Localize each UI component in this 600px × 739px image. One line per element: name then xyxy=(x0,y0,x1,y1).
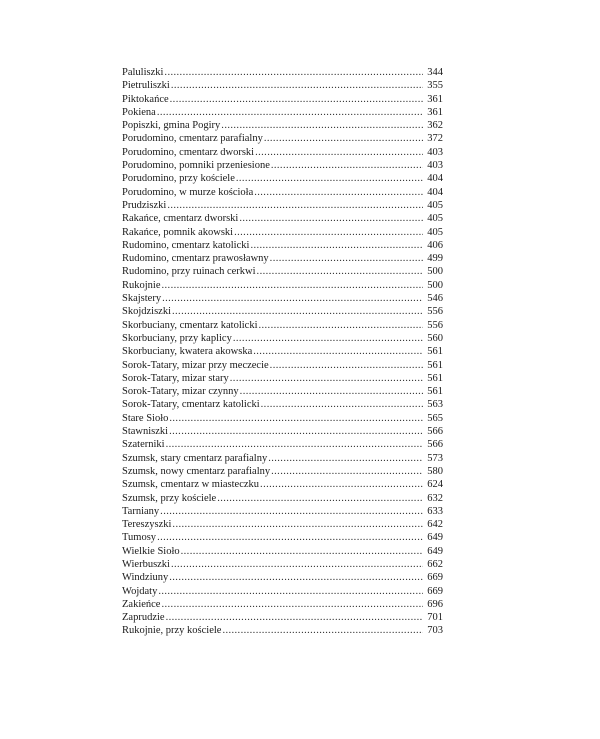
toc-entry-page-number: 696 xyxy=(427,598,443,610)
dot-leader xyxy=(233,332,423,345)
toc-entry xyxy=(122,398,443,411)
toc-entry-page-number: 361 xyxy=(427,106,443,118)
toc-entry-name: Paluliszki xyxy=(122,67,164,78)
toc-entry xyxy=(122,505,443,518)
toc-entry-page-number: 355 xyxy=(427,80,443,92)
toc-entry-page-number: 703 xyxy=(427,625,443,637)
dot-leader xyxy=(162,279,424,292)
toc-entry-page-number: 566 xyxy=(427,426,443,438)
dot-leader xyxy=(221,119,423,132)
toc-entry xyxy=(122,531,443,544)
toc-entry-name: Wierbuszki xyxy=(122,558,170,570)
toc-entry-page-number: 500 xyxy=(427,266,443,278)
toc-entry xyxy=(122,558,443,571)
dot-leader xyxy=(240,385,423,398)
toc-entry-page-number: 372 xyxy=(427,133,443,145)
toc-entry-page-number: 404 xyxy=(427,186,443,198)
toc-entry-name: Porudomino, cmentarz parafialny xyxy=(122,133,263,145)
toc-entry-page-number: 561 xyxy=(427,346,443,358)
toc-entry-name: Stare Sioło xyxy=(122,412,169,424)
dot-leader xyxy=(260,478,423,491)
toc-entry xyxy=(122,186,443,199)
dot-leader xyxy=(239,212,423,225)
toc-entry-page-number: 649 xyxy=(427,545,443,557)
toc-entry xyxy=(122,412,443,425)
toc-entry-page-number: 403 xyxy=(427,160,443,172)
toc-entry-name: Porudomino, pomniki przeniesione xyxy=(122,160,270,172)
toc-entry-page-number: 344 xyxy=(427,67,443,78)
toc-entry-page-number: 632 xyxy=(427,492,443,504)
toc-entry-page-number: 556 xyxy=(427,306,443,318)
toc-entry-page-number: 701 xyxy=(427,612,443,624)
toc-entry-name: Szumsk, stary cmentarz parafialny xyxy=(122,452,268,464)
dot-leader xyxy=(222,624,423,637)
toc-entry-name: Porudomino, w murze kościoła xyxy=(122,186,254,198)
toc-entry xyxy=(122,226,443,239)
dot-leader xyxy=(271,465,423,478)
toc-entry-name: Wojdaty xyxy=(122,585,158,597)
toc-entry-page-number: 580 xyxy=(427,465,443,477)
toc-entry-name: Sorok-Tatary, cmentarz katolicki xyxy=(122,399,260,411)
toc-entry-name: Zaprudzie xyxy=(122,612,165,624)
dot-leader xyxy=(270,252,423,265)
toc-entry xyxy=(122,478,443,491)
toc-entry-page-number: 565 xyxy=(427,412,443,424)
toc-entry-page-number: 561 xyxy=(427,359,443,371)
toc-entry xyxy=(122,66,443,79)
toc-entry xyxy=(122,199,443,212)
toc-entry-name: Rukojnie, przy kościele xyxy=(122,625,222,637)
toc-entry xyxy=(122,372,443,385)
dot-leader xyxy=(164,66,423,79)
toc-entry xyxy=(122,492,443,505)
dot-leader xyxy=(264,132,423,145)
toc-entry-name: Sorok-Tatary, mizar stary xyxy=(122,372,229,384)
toc-entry-page-number: 405 xyxy=(427,199,443,211)
dot-leader xyxy=(162,292,423,305)
toc-entry xyxy=(122,385,443,398)
toc-entry-page-number: 499 xyxy=(427,253,443,265)
toc-entry xyxy=(122,359,443,372)
dot-leader xyxy=(230,372,423,385)
toc-entry xyxy=(122,146,443,159)
dot-leader xyxy=(158,585,423,598)
toc-entry-name: Skajstery xyxy=(122,293,162,305)
toc-entry-page-number: 546 xyxy=(427,293,443,305)
toc-entry xyxy=(122,611,443,624)
toc-entry-name: Skorbuciany, cmentarz katolicki xyxy=(122,319,258,331)
toc-entry xyxy=(122,159,443,172)
toc-entry-name: Rukojnie xyxy=(122,279,161,291)
toc-entry xyxy=(122,438,443,451)
toc-entry-name: Tumosy xyxy=(122,532,157,544)
dot-leader xyxy=(261,398,423,411)
dot-leader xyxy=(171,558,423,571)
dot-leader xyxy=(166,611,423,624)
toc-entry-name: Tereszyszki xyxy=(122,519,172,531)
toc-entry xyxy=(122,452,443,465)
dot-leader xyxy=(166,438,423,451)
toc-entry xyxy=(122,545,443,558)
toc-entry xyxy=(122,119,443,132)
dot-leader xyxy=(234,226,423,239)
toc-entry-page-number: 563 xyxy=(427,399,443,411)
dot-leader xyxy=(172,518,423,531)
toc-entry xyxy=(122,212,443,225)
dot-leader xyxy=(172,305,423,318)
toc-entry-name: Stawniszki xyxy=(122,426,169,438)
toc-entry-name: Tarniany xyxy=(122,505,160,517)
toc-entry xyxy=(122,265,443,278)
toc-entry xyxy=(122,465,443,478)
dot-leader xyxy=(271,159,423,172)
toc-entry-page-number: 560 xyxy=(427,332,443,344)
toc-entry-page-number: 404 xyxy=(427,173,443,185)
toc-entry-name: Rakańce, pomnik akowski xyxy=(122,226,234,238)
toc-entry-page-number: 624 xyxy=(427,479,443,491)
toc-entry-name: Skorbuciany, przy kaplicy xyxy=(122,332,232,344)
toc-entry-name: Sorok-Tatary, mizar przy meczecie xyxy=(122,359,269,371)
dot-leader xyxy=(161,598,423,611)
toc-entry-name: Szaterniki xyxy=(122,439,165,451)
toc-entry-name: Prudziszki xyxy=(122,199,167,211)
toc-entry-page-number: 633 xyxy=(427,505,443,517)
toc-entry-name: Pokiena xyxy=(122,106,156,118)
toc-entry-page-number: 405 xyxy=(427,213,443,225)
toc-entry-name: Pietruliszki xyxy=(122,80,170,92)
toc-entry xyxy=(122,172,443,185)
toc-entry-name: Rudomino, cmentarz katolicki xyxy=(122,239,250,251)
dot-leader xyxy=(157,106,423,119)
dot-leader xyxy=(171,79,423,92)
toc-entry xyxy=(122,252,443,265)
toc-entry-name: Szumsk, przy kościele xyxy=(122,492,217,504)
toc-entry-name: Zakieńce xyxy=(122,598,161,610)
toc-entry xyxy=(122,93,443,106)
toc-entry-page-number: 362 xyxy=(427,120,443,132)
toc-entry-name: Porudomino, cmentarz dworski xyxy=(122,146,255,158)
dot-leader xyxy=(160,505,423,518)
toc-entry xyxy=(122,518,443,531)
dot-leader xyxy=(170,93,423,106)
dot-leader xyxy=(217,492,423,505)
toc-entry-name: Rudomino, cmentarz prawosławny xyxy=(122,253,269,265)
dot-leader xyxy=(169,571,423,584)
toc-entry-page-number: 561 xyxy=(427,386,443,398)
toc-entry xyxy=(122,79,443,92)
dot-leader xyxy=(268,452,423,465)
toc-entry-page-number: 561 xyxy=(427,372,443,384)
toc-entry-name: Popiszki, gmina Pogiry xyxy=(122,120,221,132)
toc-entry-page-number: 642 xyxy=(427,519,443,531)
toc-entry-name: Skojdziszki xyxy=(122,306,171,318)
toc-entry xyxy=(122,239,443,252)
dot-leader xyxy=(157,531,423,544)
toc-entry-page-number: 403 xyxy=(427,146,443,158)
toc-entry xyxy=(122,571,443,584)
dot-leader xyxy=(270,359,423,372)
toc-entry-name: Sorok-Tatary, mizar czynny xyxy=(122,386,239,398)
toc-entry-name: Szumsk, nowy cmentarz parafialny xyxy=(122,465,271,477)
toc-entry-name: Szumsk, cmentarz w miasteczku xyxy=(122,479,260,491)
dot-leader xyxy=(167,199,423,212)
toc-entry xyxy=(122,598,443,611)
toc-entry-name: Piktokańce xyxy=(122,93,169,105)
toc-entry-page-number: 662 xyxy=(427,558,443,570)
toc-entry-name: Windziuny xyxy=(122,572,169,584)
dot-leader xyxy=(258,319,423,332)
toc-entry xyxy=(122,332,443,345)
toc-entry-page-number: 669 xyxy=(427,572,443,584)
toc-entry xyxy=(122,585,443,598)
dot-leader xyxy=(254,186,423,199)
toc-entry-page-number: 405 xyxy=(427,226,443,238)
toc-entry xyxy=(122,279,443,292)
dot-leader xyxy=(169,425,423,438)
toc-entry-page-number: 649 xyxy=(427,532,443,544)
toc-entry-name: Rudomino, przy ruinach cerkwi xyxy=(122,266,256,278)
toc-entry-name: Rakańce, cmentarz dworski xyxy=(122,213,239,225)
toc-entry-name: Skorbuciany, kwatera akowska xyxy=(122,346,253,358)
toc-entry xyxy=(122,292,443,305)
toc-entry-page-number: 406 xyxy=(427,239,443,251)
toc-entry-page-number: 669 xyxy=(427,585,443,597)
toc-entry xyxy=(122,106,443,119)
dot-leader xyxy=(253,345,423,358)
table-of-contents xyxy=(122,66,443,638)
toc-entry xyxy=(122,305,443,318)
toc-entry xyxy=(122,624,443,637)
dot-leader xyxy=(250,239,423,252)
toc-entry-page-number: 500 xyxy=(427,279,443,291)
toc-entry-name: Wielkie Sioło xyxy=(122,545,180,557)
dot-leader xyxy=(181,545,423,558)
dot-leader xyxy=(236,172,423,185)
toc-entry xyxy=(122,319,443,332)
toc-entry-page-number: 566 xyxy=(427,439,443,451)
toc-entry xyxy=(122,345,443,358)
toc-entry-page-number: 573 xyxy=(427,452,443,464)
toc-entry-page-number: 361 xyxy=(427,93,443,105)
dot-leader xyxy=(255,146,423,159)
toc-entry-name: Porudomino, przy kościele xyxy=(122,173,235,185)
dot-leader xyxy=(257,265,423,278)
dot-leader xyxy=(169,412,423,425)
toc-entry-page-number: 556 xyxy=(427,319,443,331)
toc-entry xyxy=(122,425,443,438)
toc-entry xyxy=(122,132,443,145)
